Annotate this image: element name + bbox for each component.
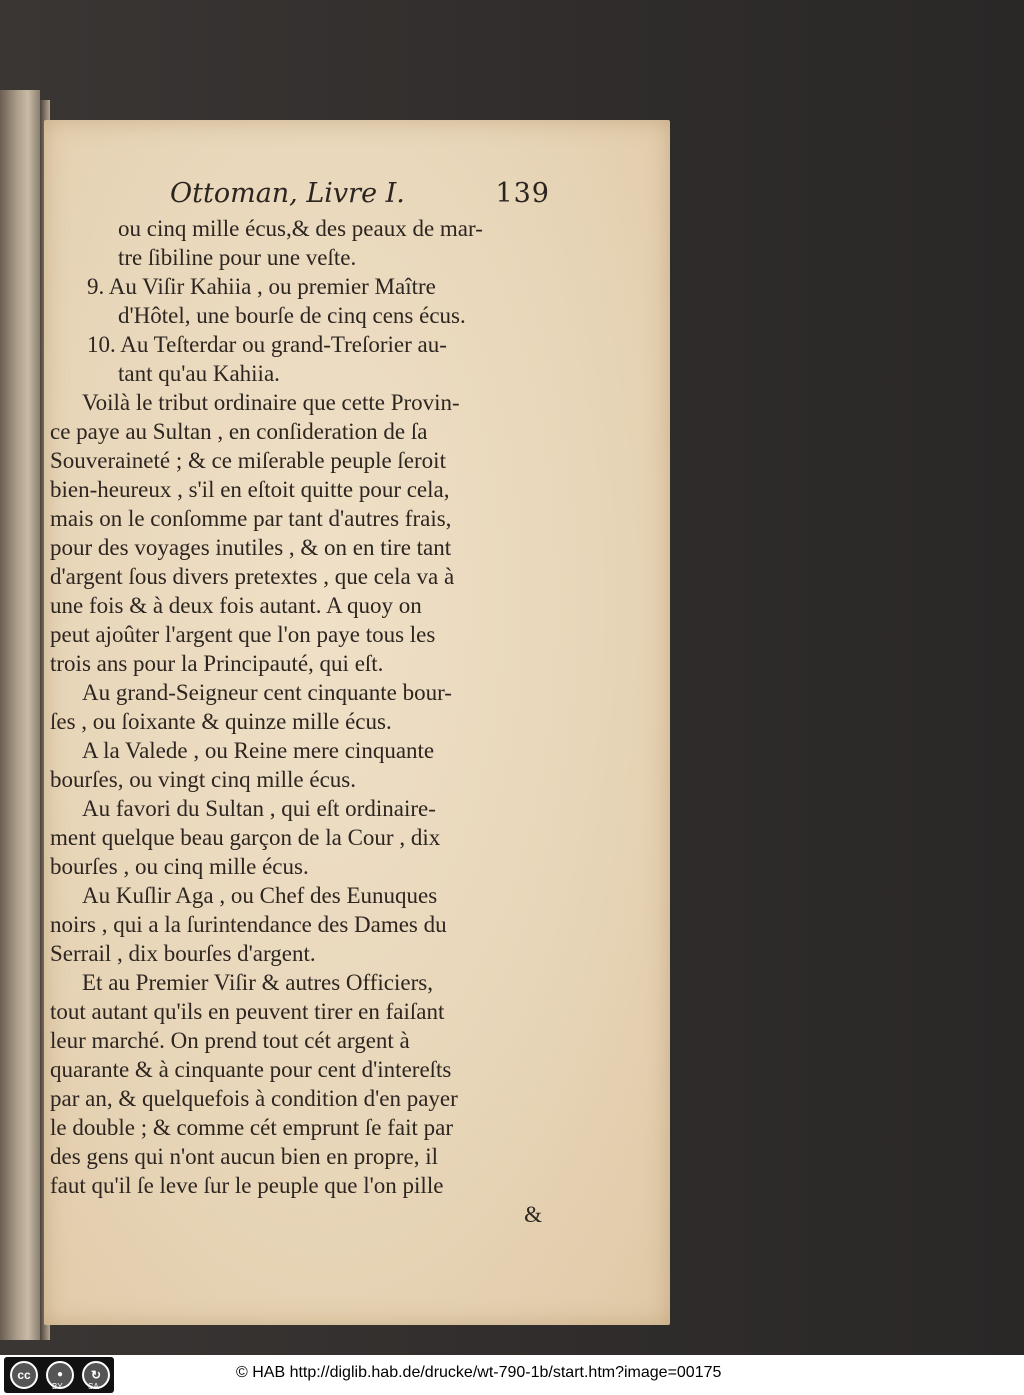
text-line: 9. Au Viſir Kahiia , ou premier Maître bbox=[87, 274, 436, 299]
text-line: noirs , qui a la ſurintendance des Dames du bbox=[50, 912, 447, 937]
share-alike-icon: ↻ bbox=[82, 1361, 110, 1389]
text-line: bourſes , ou cinq mille écus. bbox=[50, 854, 309, 879]
text-line: par an, & quelquefois à condition d'en payer bbox=[50, 1086, 458, 1111]
text-line: tre ſibiline pour une veſte. bbox=[118, 245, 357, 270]
text-line: ou cinq mille écus,& des peaux de mar- bbox=[118, 216, 483, 241]
text-line: Souveraineté ; & ce miſerable peuple ſeroit bbox=[50, 448, 446, 473]
text-line: le double ; & comme cét emprunt ſe fait par bbox=[50, 1115, 453, 1140]
text-line: Au grand-Seigneur cent cinquante bour- bbox=[82, 680, 452, 705]
catchword: & bbox=[524, 1202, 542, 1227]
footer-bar bbox=[0, 1355, 1024, 1395]
text-line: Voilà le tribut ordinaire que cette Provin- bbox=[82, 390, 460, 415]
text-line: Et au Premier Viſir & autres Officiers, bbox=[82, 970, 433, 995]
copyright-link[interactable]: © HAB http://diglib.hab.de/drucke/wt-790-1b/start.htm?image=00175 bbox=[236, 1364, 722, 1381]
text-line: mais on le conſomme par tant d'autres frais, bbox=[50, 506, 452, 531]
text-line: ment quelque beau garçon de la Cour , dix bbox=[50, 825, 441, 850]
text-line: faut qu'il ſe leve ſur le peuple que l'on pille bbox=[50, 1173, 444, 1198]
page-text bbox=[50, 214, 552, 1229]
text-line: ſes , ou ſoixante & quinze mille écus. bbox=[50, 709, 392, 734]
text-line: ce paye au Sultan , en conſideration de ſa bbox=[50, 419, 428, 444]
text-line: tant qu'au Kahiia. bbox=[118, 361, 280, 386]
text-line: trois ans pour la Principauté, qui eſt. bbox=[50, 651, 384, 676]
text-line: d'Hôtel, une bourſe de cinq cens écus. bbox=[118, 303, 466, 328]
text-line: bourſes, ou vingt cinq mille écus. bbox=[50, 767, 356, 792]
by-label: BY bbox=[52, 1382, 63, 1391]
running-header bbox=[170, 178, 550, 214]
text-line: pour des voyages inutiles , & on en tire tant bbox=[50, 535, 452, 560]
text-line: A la Valede , ou Reine mere cinquante bbox=[82, 738, 435, 763]
text-line: bien-heureux , s'il en eſtoit quitte pour cela, bbox=[50, 477, 450, 502]
text-line: Serrail , dix bourſes d'argent. bbox=[50, 941, 316, 966]
cc-icon: cc bbox=[10, 1361, 38, 1389]
running-title: Ottoman, Livre I. bbox=[170, 178, 405, 209]
text-line: des gens qui n'ont aucun bien en propre, il bbox=[50, 1144, 439, 1169]
facing-page-edge bbox=[0, 90, 40, 1340]
text-line: d'argent ſous divers pretextes , que cela va à bbox=[50, 564, 455, 589]
text-line: une fois & à deux fois autant. A quoy on bbox=[50, 593, 422, 618]
text-line: peut ajoûter l'argent que l'on paye tous les bbox=[50, 622, 436, 647]
text-line: Au Kuſlir Aga , ou Chef des Eunuques bbox=[82, 883, 438, 908]
text-line: Au favori du Sultan , qui eſt ordinaire- bbox=[82, 796, 436, 821]
sa-label: SA bbox=[88, 1382, 99, 1391]
page-number: 139 bbox=[495, 178, 550, 209]
text-line: leur marché. On prend tout cét argent à bbox=[50, 1028, 410, 1053]
cc-license-badge[interactable] bbox=[4, 1357, 114, 1393]
text-line: tout autant qu'ils en peuvent tirer en faiſant bbox=[50, 999, 445, 1024]
text-line: quarante & à cinquante pour cent d'intereſts bbox=[50, 1057, 452, 1082]
text-line: 10. Au Teſterdar ou grand-Treſorier au- bbox=[87, 332, 447, 357]
by-icon: ● bbox=[46, 1361, 74, 1389]
